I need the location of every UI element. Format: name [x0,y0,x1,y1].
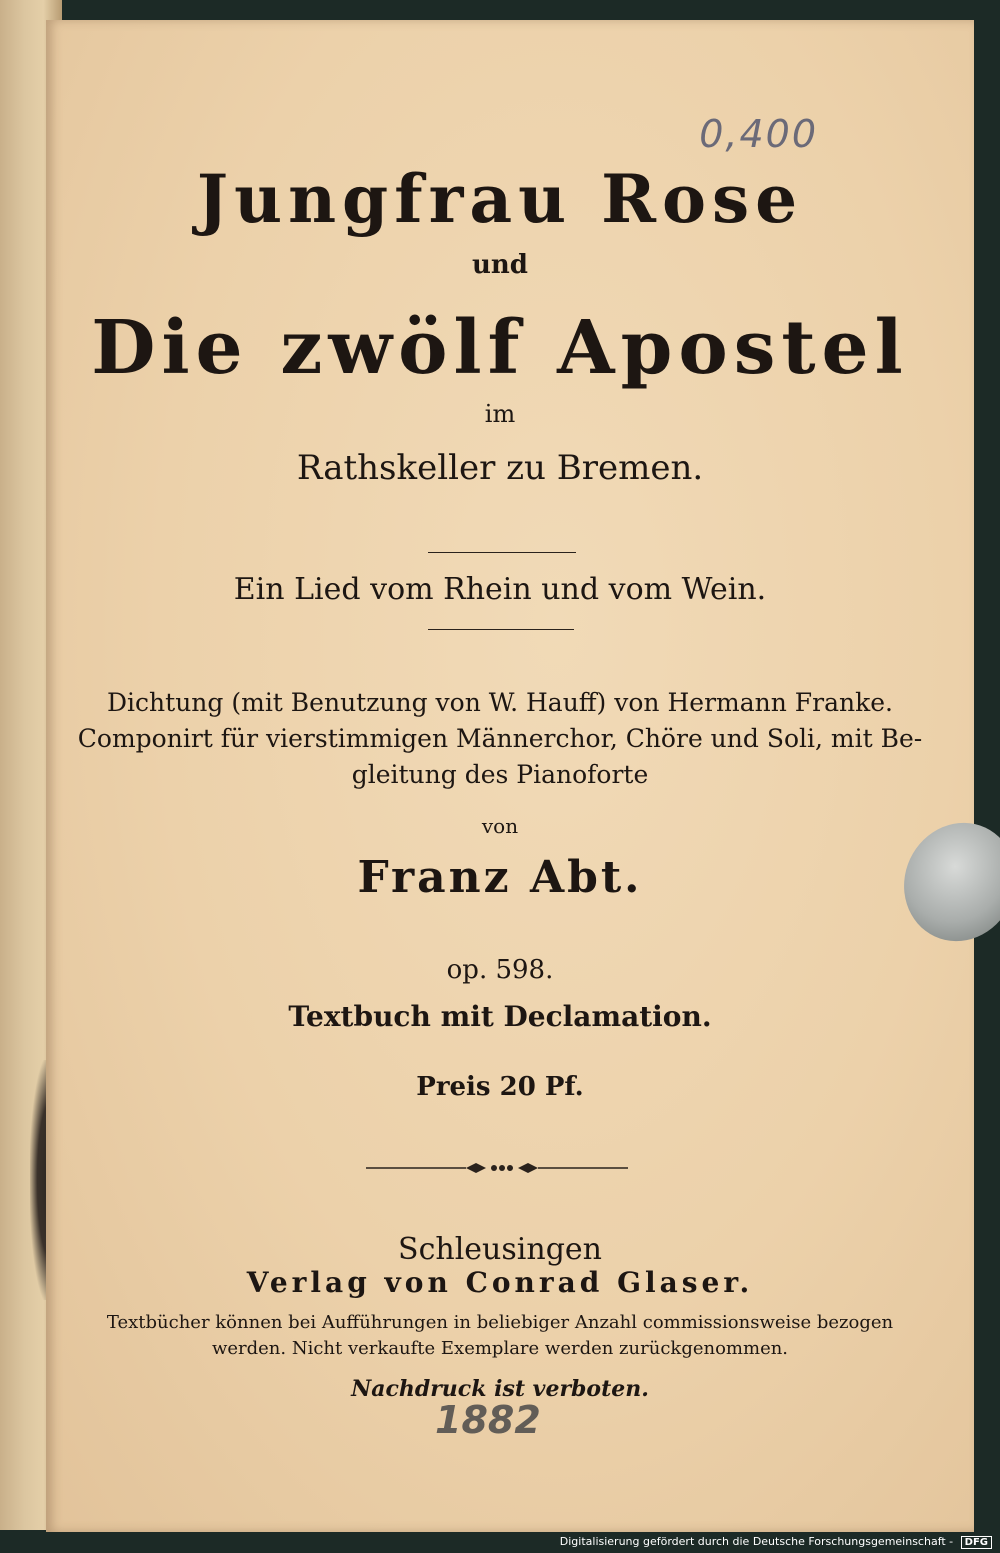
location-line: Rathskeller zu Bremen. [296,448,704,488]
title-line-1: Jungfrau Rose [196,160,804,238]
credits-line-3: gleitung des Pianoforte [351,760,649,789]
dfg-logo: DFG [961,1536,992,1549]
notice-line-2: werden. Nicht verkaufte Exemplare werden zurückgenommen. [211,1338,789,1359]
von-label: von [481,814,519,838]
digitization-credit [560,1535,992,1549]
publisher-name: Verlag von Conrad Glaser. [246,1266,754,1299]
subtitle: Ein Lied vom Rhein und vom Wein. [233,572,767,607]
publisher-place: Schleusingen [398,1232,602,1267]
rule-bottom [428,629,574,630]
credits-line-2: Componirt für vierstimmigen Männerchor, Chöre und Soli, mit Be- [77,724,923,753]
credits-line-1: Dichtung (mit Benutzung von W. Hauff) von Hermann Franke. [107,688,893,717]
footer-text: Digitalisierung gefördert durch die Deutsche Forschungsgemeinschaft - [559,1535,954,1548]
composer-name: Franz Abt. [357,852,643,903]
title-line-2: Die zwölf Apostel [91,305,909,391]
opus-number: op. 598. [446,955,554,985]
booklet-type: Textbuch mit Declamation. [288,1000,712,1033]
notice-line-1: Textbücher können bei Aufführungen in beliebiger Anzahl commissionsweise bezogen [106,1312,894,1333]
price: Preis 20 Pf. [416,1072,584,1102]
ornament-divider [366,1158,628,1178]
handwritten-year: 1882 [435,1398,541,1442]
reprint-notice: Nachdruck ist verboten. [351,1376,649,1402]
title-im: im [484,400,516,428]
handwritten-note: 0,400 [699,112,818,156]
rule-top [428,552,576,553]
title-connector: und [472,250,528,280]
